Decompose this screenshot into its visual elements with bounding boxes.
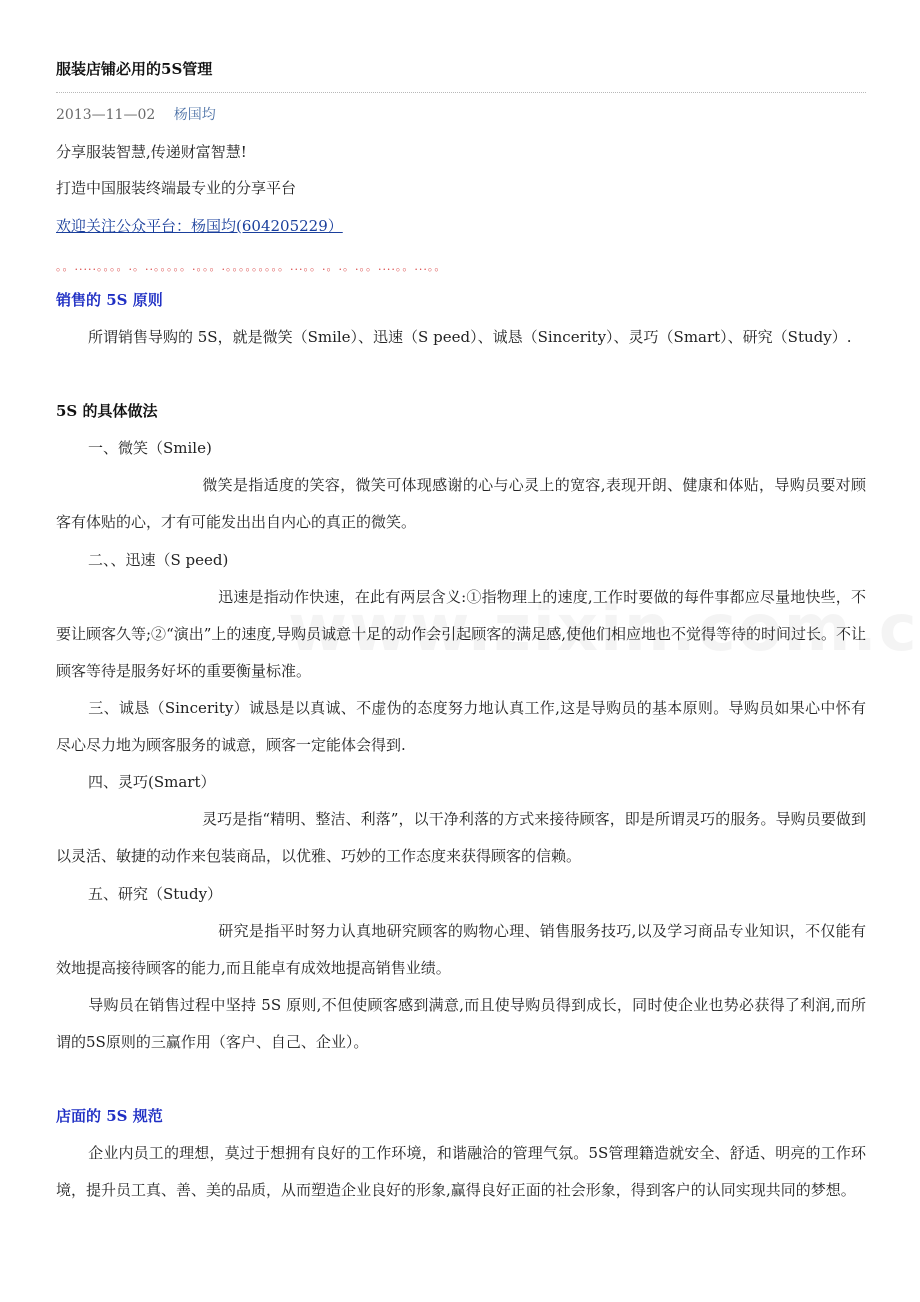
- item-speed-body: [56, 579, 866, 690]
- item-study-title: 五、研究（Study）: [88, 885, 223, 903]
- article-title: 服装店铺必用的5S管理: [56, 60, 213, 78]
- subheading-practice: 5S 的具体做法: [56, 402, 158, 420]
- item-smile-text: 微笑是指适度的笑容，微笑可体现感谢的心与心灵上的宽容,表现开朗、健康和体贴，导购员要对顾客有体贴的心，才有可能发出出自内心的真正的微笑。: [56, 476, 866, 531]
- section-heading-sales-5s: 销售的 5S 原则: [56, 291, 163, 309]
- store-5s-body: [56, 1135, 866, 1209]
- store-5s-text: 企业内员工的理想，莫过于想拥有良好的工作环境，和谐融洽的管理气氛。5S管理籍造就安全、舒适、明亮的工作环境，提升员工真、善、美的品质，从而塑造企业良好的形象,赢得良好正面的社会形象，得到客户的认同实现共同的梦想。: [56, 1144, 866, 1199]
- item-smart-body: [56, 801, 866, 875]
- sales-5s-summary-text: 导购员在销售过程中坚持 5S 原则,不但使顾客感到满意,而且使导购员得到成长，同时使企业也势必获得了利润,而所谓的5S原则的三赢作用（客户、自己、企业）。: [56, 996, 866, 1051]
- item-sincerity-text: 三、诚恳（Sincerity）诚恳是以真诚、不虚伪的态度努力地认真工作,这是导购员的基本原则。导购员如果心中怀有尽心尽力地为顾客服务的诚意，顾客一定能体会得到.: [56, 699, 866, 754]
- item-smart-text: 灵巧是指“精明、整洁、利落”，以干净利落的方式来接待顾客，即是所谓灵巧的服务。导购员要做到以灵活、敏捷的动作来包装商品，以优雅、巧妙的工作态度来获得顾客的信赖。: [56, 810, 866, 865]
- sales-5s-intro: 所谓销售导购的 5S，就是微笑（Smile）、迅速（S peed）、诚恳（Sincerity）、灵巧（Smart）、研究（Study）.: [88, 328, 852, 346]
- item-sincerity-body: [56, 690, 866, 764]
- article-meta: [56, 104, 216, 124]
- dotted-separator: 。。.....。。。。.。..。。。。。.。。。.。。。。。。。。。...。。.。.。.。。....。。...。。: [56, 260, 447, 273]
- item-speed-title: 二、、迅速（S peed): [88, 551, 229, 569]
- item-smile-title: 一、微笑（Smile): [88, 439, 212, 457]
- follow-link[interactable]: 欢迎关注公众平台：杨国均(604205229）: [56, 217, 343, 235]
- item-study-body: [56, 913, 866, 987]
- article-date: 2013—11—02: [56, 107, 156, 123]
- section-heading-store-5s: 店面的 5S 规范: [56, 1107, 163, 1125]
- sales-5s-summary: [56, 987, 866, 1061]
- item-speed-text: 迅速是指动作快速，在此有两层含义:①指物理上的速度,工作时要做的每件事都应尽量地快些，不要让顾客久等;②“演出”上的速度,导购员诚意十足的动作会引起顾客的满足感,使他们相应地也不觉得等待的时间过长。不让顾客等待是服务好坏的重要衡量标准。: [56, 588, 866, 680]
- tagline-platform: 打造中国服装终端最专业的分享平台: [56, 179, 297, 197]
- item-study-text: 研究是指平时努力认真地研究顾客的购物心理、销售服务技巧,以及学习商品专业知识，不仅能有效地提高接待顾客的能力,而且能卓有成效地提高销售业绩。: [56, 922, 866, 977]
- article-author[interactable]: 杨国均: [173, 107, 216, 123]
- item-smart-title: 四、灵巧(Smart）: [88, 773, 216, 791]
- item-smile-body: [56, 467, 866, 541]
- title-divider: [56, 92, 866, 93]
- tagline-share: 分享服装智慧,传递财富智慧!: [56, 143, 247, 161]
